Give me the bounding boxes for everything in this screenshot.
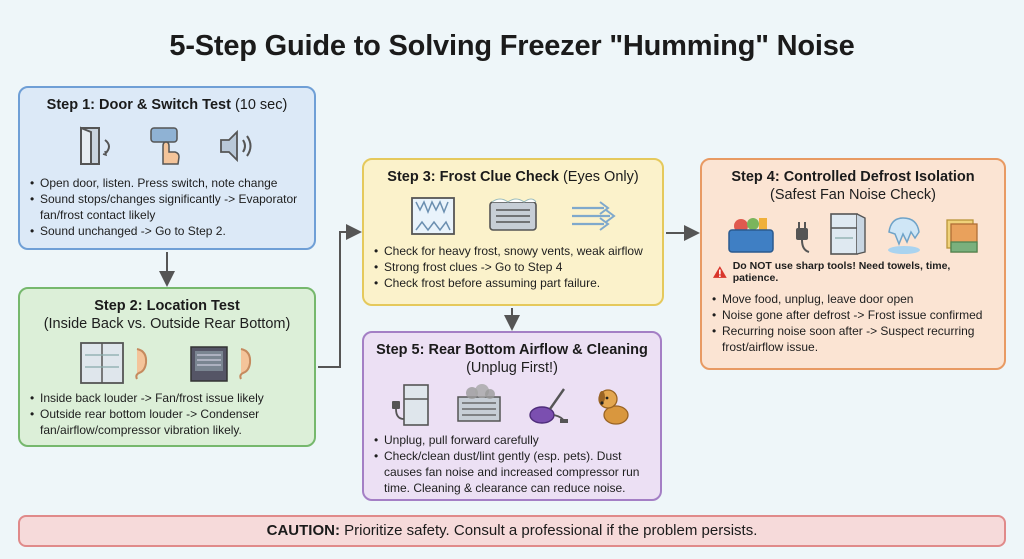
step1-card	[18, 86, 316, 250]
speaker-sound-icon	[215, 124, 259, 168]
unplug-icon	[791, 212, 813, 256]
step3-icons	[374, 194, 652, 238]
rear-unit-ear-icon	[187, 341, 257, 385]
step1-title: Step 1: Door & Switch Test (10 sec)	[46, 97, 288, 113]
step2-title: Step 2: Location Test	[94, 298, 240, 314]
towels-icon	[941, 212, 981, 256]
step2-bullets	[30, 391, 304, 438]
step5-icons	[374, 383, 650, 427]
step4-warning	[712, 260, 994, 284]
list-item: • Noise gone after defrost -> Frost issue confirmed	[712, 308, 994, 324]
step3-card	[362, 158, 664, 306]
list-item: • Inside back louder -> Fan/frost issue likely	[30, 391, 304, 407]
list-item: • Open door, listen. Press switch, note change	[30, 176, 304, 192]
step3-title: Step 3: Frost Clue Check (Eyes Only)	[387, 169, 639, 185]
door-open-icon	[75, 124, 119, 168]
step5-card	[362, 331, 662, 501]
warning-icon	[712, 265, 728, 279]
step2-card	[18, 287, 316, 447]
list-item: • Outside rear bottom louder -> Condenser fan/airflow/compressor vibration likely.	[30, 407, 304, 439]
melting-ice-icon	[881, 212, 927, 256]
page-title: 5-Step Guide to Solving Freezer "Humming" Noise	[169, 30, 855, 62]
list-item: • Recurring noise soon after -> Suspect recurring frost/airflow issue.	[712, 324, 994, 356]
vacuum-icon	[526, 383, 570, 427]
list-item: • Strong frost clues -> Go to Step 4	[374, 260, 652, 276]
snowy-vent-icon	[486, 194, 540, 238]
step2-subtitle: (Inside Back vs. Outside Rear Bottom)	[43, 316, 291, 333]
arrow-step2-to-step3	[318, 232, 358, 367]
step2-icons	[30, 341, 304, 385]
caution-label: CAUTION:	[266, 522, 340, 539]
step5-title: Step 5: Rear Bottom Airflow & Cleaning	[376, 342, 648, 358]
open-fridge-icon	[827, 212, 867, 256]
list-item: • Check for heavy frost, snowy vents, weak airflow	[374, 244, 652, 260]
dusty-condenser-icon	[454, 383, 504, 427]
step4-title: Step 4: Controlled Defrost Isolation	[731, 169, 975, 185]
step4-subtitle: (Safest Fan Noise Check)	[769, 187, 936, 204]
list-item: • Check frost before assuming part failure.	[374, 276, 652, 292]
list-item: • Unplug, pull forward carefully	[374, 433, 650, 449]
press-switch-icon	[145, 124, 189, 168]
step5-bullets	[374, 433, 650, 496]
list-item: • Sound stops/changes significantly -> Evaporator fan/frost contact likely	[30, 192, 304, 224]
warning-text: Do NOT use sharp tools! Need towels, time, patience.	[732, 260, 951, 285]
step1-icons	[30, 124, 304, 168]
frosted-freezer-icon	[408, 194, 458, 238]
step4-card	[700, 158, 1006, 370]
weak-airflow-icon	[568, 194, 618, 238]
list-item: • Sound unchanged -> Go to Step 2.	[30, 224, 304, 240]
step1-bullets	[30, 176, 304, 239]
step5-subtitle: (Unplug First!)	[466, 360, 558, 377]
step4-icons	[712, 212, 994, 256]
caution-text: Prioritize safety. Consult a professional if the problem persists.	[344, 522, 758, 539]
dog-icon	[592, 383, 636, 427]
step4-bullets	[712, 292, 994, 355]
list-item: • Move food, unplug, leave door open	[712, 292, 994, 308]
list-item: • Check/clean dust/lint gently (esp. pets). Dust causes fan noise and increased compressor run time. Cleaning & clearance can reduce noise.	[374, 449, 650, 496]
step3-bullets	[374, 244, 652, 291]
caution-banner	[18, 515, 1006, 547]
open-freezer-ear-icon	[77, 341, 151, 385]
fridge-unplug-icon	[388, 383, 432, 427]
food-basket-icon	[725, 212, 777, 256]
